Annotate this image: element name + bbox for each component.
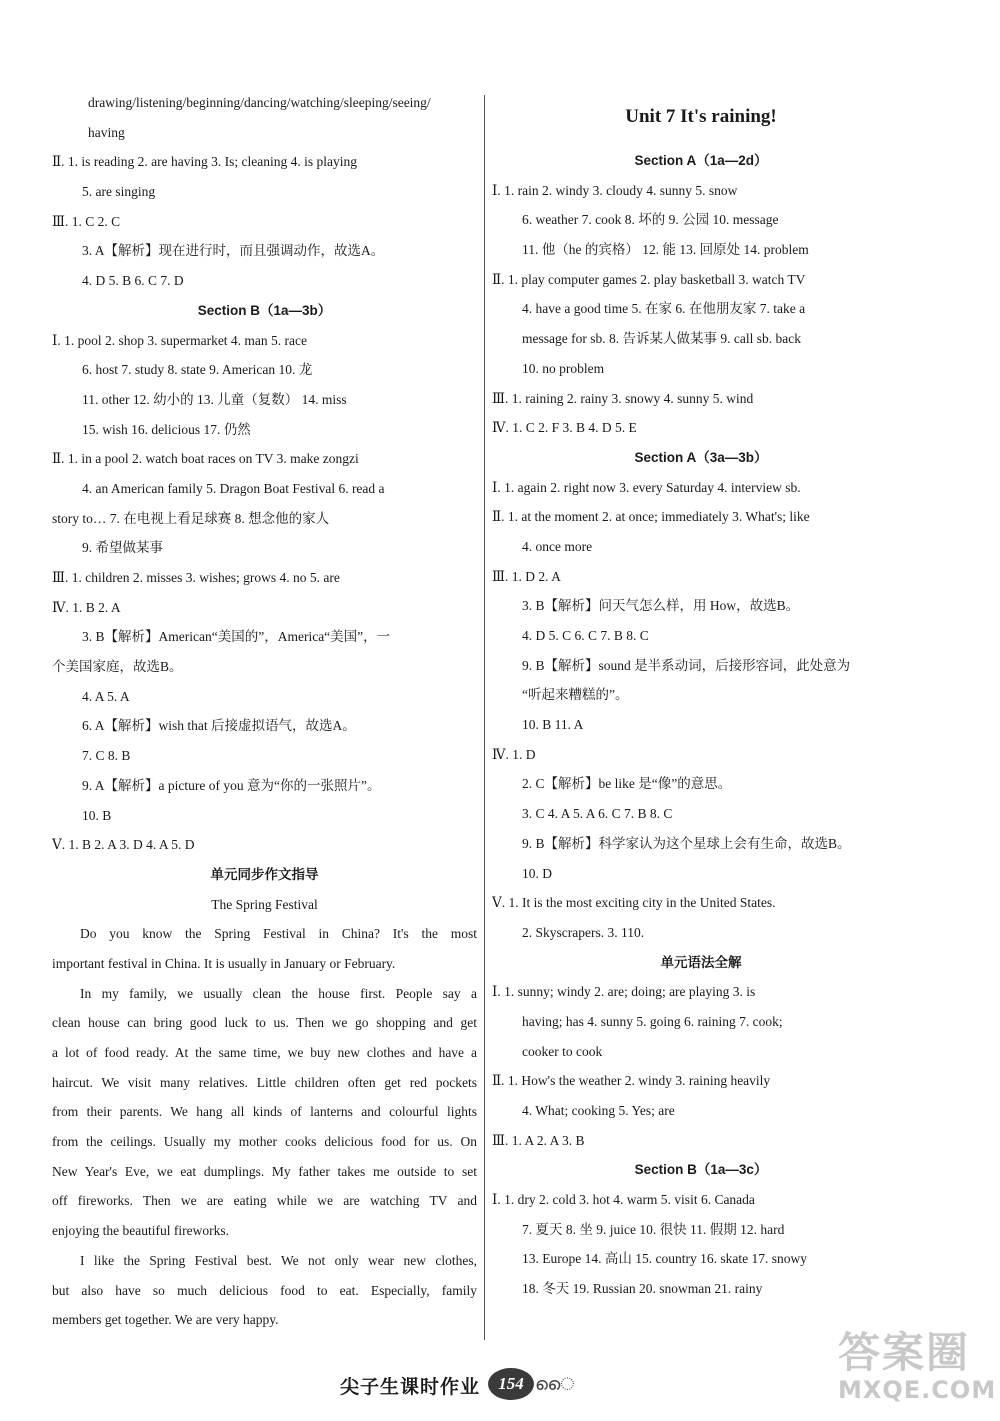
text-line: having bbox=[88, 124, 125, 140]
text-line: 7. 夏天 8. 坐 9. juice 10. 很快 11. 假期 12. hard bbox=[522, 1221, 785, 1237]
column-divider bbox=[484, 95, 485, 1340]
text-line: 7. C 8. B bbox=[82, 748, 131, 764]
text-line: Ⅴ. 1. It is the most exciting city in the United States. bbox=[492, 895, 776, 911]
section-heading: Section B（1a—3b） bbox=[197, 302, 332, 318]
text-line: 4. have a good time 5. 在家 6. 在他朋友家 7. take a bbox=[522, 301, 806, 317]
text-line: 5. are singing bbox=[82, 184, 156, 200]
text-line: enjoying the beautiful fireworks. bbox=[52, 1223, 229, 1239]
text-line: story to… 7. 在电视上看足球赛 8. 想念他的家人 bbox=[52, 510, 330, 526]
swirl-ornament-icon: ൈ bbox=[535, 1374, 575, 1394]
text-line: In my family, we usually clean the house first. People say a bbox=[80, 985, 477, 1001]
text-line: 11. other 12. 幼小的 13. 儿童（复数） 14. miss bbox=[82, 391, 347, 407]
text-line: 9. 希望做某事 bbox=[82, 540, 163, 556]
text-line: 3. B【解析】问天气怎么样，用 How，故选B。 bbox=[522, 598, 800, 614]
text-line: 2. Skyscrapers. 3. 110. bbox=[522, 924, 645, 940]
text-line: from the ceilings. Usually my mother cooks delicious food for us. On bbox=[52, 1134, 477, 1150]
text-line: 4. D 5. C 6. C 7. B 8. C bbox=[522, 628, 649, 643]
text-line: members get together. We are very happy. bbox=[52, 1312, 279, 1328]
text-line: 3. A【解析】现在进行时，而且强调动作，故选A。 bbox=[82, 243, 385, 259]
text-line: 10. B bbox=[82, 807, 112, 823]
text-line: Ⅰ. 1. sunny; windy 2. are; doing; are playing 3. is bbox=[492, 984, 756, 1000]
section-heading: 单元同步作文指导 bbox=[210, 866, 319, 882]
book-title: 尖子生课时作业 bbox=[340, 1376, 481, 1398]
text-line: Ⅰ. 1. again 2. right now 3. every Saturday 4. interview sb. bbox=[492, 479, 801, 495]
text-line: Ⅲ. 1. children 2. misses 3. wishes; grows 4. no 5. are bbox=[52, 570, 340, 585]
text-line: 10. B 11. A bbox=[522, 717, 584, 733]
text-line: The Spring Festival bbox=[211, 896, 318, 912]
text-line: 4. A 5. A bbox=[82, 688, 130, 704]
text-line: from their parents. We hang all kinds of lanterns and colourful lights bbox=[52, 1104, 477, 1120]
text-line: Ⅰ. 1. pool 2. shop 3. supermarket 4. man 5. race bbox=[52, 332, 308, 348]
text-line: I like the Spring Festival best. We not only wear new clothes, bbox=[80, 1252, 477, 1268]
text-line: 13. Europe 14. 高山 15. country 16. skate 17. snowy bbox=[522, 1251, 807, 1267]
text-line: a lot of food ready. At the same time, we buy new clothes and have a bbox=[52, 1045, 477, 1060]
text-line: 9. B【解析】科学家认为这个星球上会有生命，故选B。 bbox=[522, 835, 851, 851]
text-line: 4. What; cooking 5. Yes; are bbox=[522, 1103, 675, 1118]
text-line: Ⅱ. 1. at the moment 2. at once; immediately 3. What's; like bbox=[492, 509, 810, 525]
text-line: “听起来糟糕的”。 bbox=[522, 687, 629, 703]
text-line: but also have so much delicious food to eat. Especially, family bbox=[52, 1282, 477, 1298]
text-line: Ⅴ. 1. B 2. A 3. D 4. A 5. D bbox=[52, 837, 195, 853]
text-line: Ⅳ. 1. C 2. F 3. B 4. D 5. E bbox=[492, 420, 637, 436]
left-column bbox=[52, 88, 477, 1335]
text-line: haircut. We visit many relatives. Little children often get red pockets bbox=[52, 1074, 477, 1090]
section-heading: Section A（1a—2d） bbox=[634, 153, 768, 168]
text-line: 10. no problem bbox=[522, 360, 605, 376]
text-line: important festival in China. It is usually in January or February. bbox=[52, 955, 396, 971]
text-line: Ⅳ. 1. B 2. A bbox=[52, 599, 121, 615]
text-line: off fireworks. Then we are eating while we are watching TV and bbox=[52, 1193, 477, 1209]
text-line: clean house can bring good luck to us. Then we go shopping and get bbox=[52, 1015, 477, 1031]
section-heading: Section A（3a—3b） bbox=[634, 449, 768, 465]
text-line: cooker to cook bbox=[522, 1043, 603, 1059]
text-line: Ⅲ. 1. A 2. A 3. B bbox=[492, 1132, 585, 1148]
text-line: 4. once more bbox=[522, 538, 593, 554]
text-line: 3. C 4. A 5. A 6. C 7. B 8. C bbox=[522, 806, 673, 822]
text-line: Ⅰ. 1. rain 2. windy 3. cloudy 4. sunny 5. snow bbox=[492, 182, 738, 198]
text-line: 15. wish 16. delicious 17. 仍然 bbox=[82, 421, 251, 437]
unit-title: Unit 7 It's raining! bbox=[625, 106, 777, 127]
watermark-logo bbox=[838, 1320, 997, 1410]
text-line: Ⅳ. 1. D bbox=[492, 746, 536, 762]
right-column bbox=[492, 88, 910, 1304]
text-line: 6. A【解析】wish that 后接虚拟语气，故选A。 bbox=[82, 718, 356, 734]
text-line: having; has 4. sunny 5. going 6. raining 7. cook; bbox=[522, 1013, 783, 1029]
text-line: 4. D 5. B 6. C 7. D bbox=[82, 273, 184, 289]
text-line: 4. an American family 5. Dragon Boat Festival 6. read a bbox=[82, 480, 385, 496]
text-line: Ⅰ. 1. dry 2. cold 3. hot 4. warm 5. visit 6. Canada bbox=[492, 1192, 755, 1208]
text-line: 6. weather 7. cook 8. 坏的 9. 公园 10. message bbox=[522, 212, 779, 228]
text-line: Ⅱ. 1. How's the weather 2. windy 3. raining heavily bbox=[492, 1073, 771, 1089]
section-heading: 单元语法全解 bbox=[660, 954, 742, 970]
text-line: New Year's Eve, we eat dumplings. My father takes me outside to set bbox=[52, 1163, 477, 1179]
text-line: 3. B【解析】American“美国的”，America“美国”，一 bbox=[82, 629, 391, 645]
text-line: Do you know the Spring Festival in China? It's the most bbox=[80, 926, 477, 942]
watermark-cn: 答案圈 bbox=[838, 1328, 971, 1377]
text-line: 10. D bbox=[522, 865, 552, 881]
text-line: Ⅱ. 1. in a pool 2. watch boat races on TV 3. make zongzi bbox=[52, 451, 359, 467]
text-line: Ⅱ. 1. is reading 2. are having 3. Is; cleaning 4. is playing bbox=[52, 154, 357, 170]
text-line: message for sb. 8. 告诉某人做某事 9. call sb. back bbox=[522, 331, 801, 347]
watermark-url: MXQE.COM bbox=[838, 1376, 997, 1404]
text-line: 9. B【解析】sound 是半系动词，后接形容词，此处意为 bbox=[522, 657, 851, 673]
text-line: 11. 他（he 的宾格） 12. 能 13. 回原处 14. problem bbox=[522, 242, 809, 258]
text-line: 6. host 7. study 8. state 9. American 10. 龙 bbox=[82, 362, 313, 378]
text-line: Ⅱ. 1. play computer games 2. play basketball 3. watch TV bbox=[492, 271, 806, 287]
text-line: 9. A【解析】a picture of you 意为“你的一张照片”。 bbox=[82, 777, 381, 793]
page-number: 154 bbox=[488, 1368, 534, 1400]
text-line: 18. 冬天 19. Russian 20. snowman 21. rainy bbox=[522, 1281, 763, 1297]
text-line: Ⅲ. 1. raining 2. rainy 3. snowy 4. sunny 5. wind bbox=[492, 390, 754, 406]
text-line: drawing/listening/beginning/dancing/watching/sleeping/seeing/ bbox=[88, 95, 431, 110]
text-line: 2. C【解析】be like 是“像”的意思。 bbox=[522, 776, 732, 792]
text-line: Ⅲ. 1. C 2. C bbox=[52, 213, 121, 229]
text-line: Ⅲ. 1. D 2. A bbox=[492, 568, 561, 584]
text-line: 个美国家庭，故选B。 bbox=[52, 659, 183, 675]
section-heading: Section B（1a—3c） bbox=[634, 1162, 768, 1178]
